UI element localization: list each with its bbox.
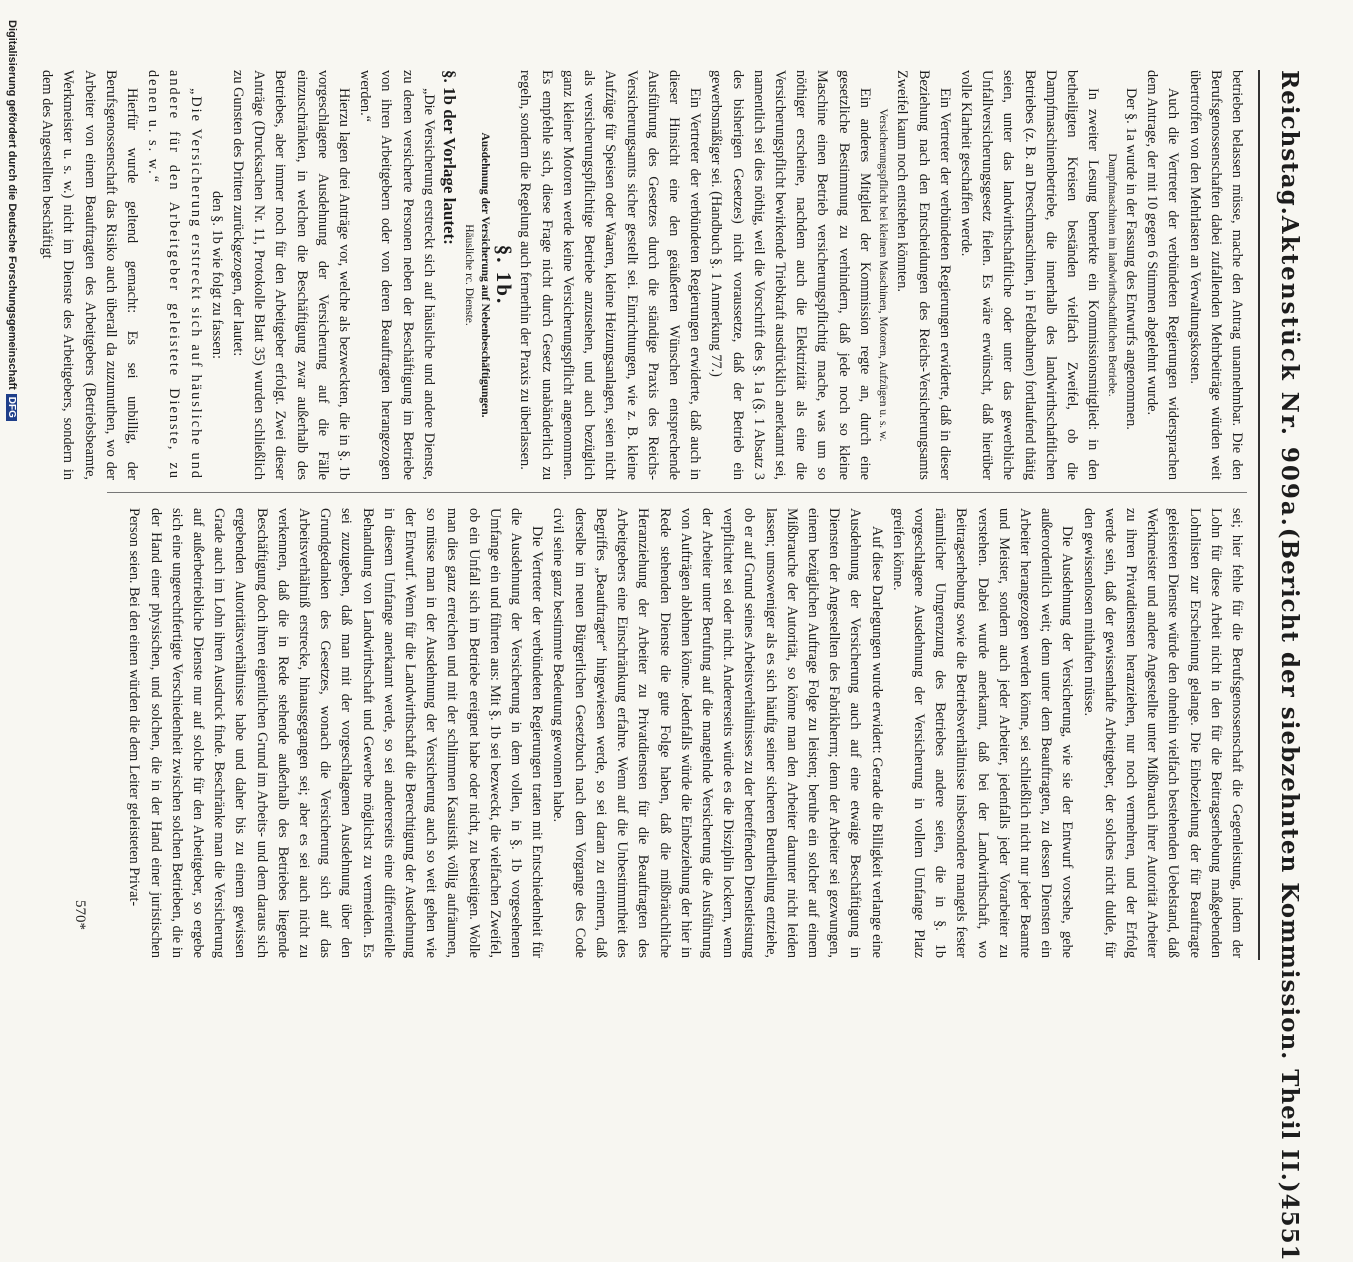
signature-mark: 570* — [72, 900, 88, 930]
subheading: Ausdehnung der Versicherung auf Nebenbeschäftigungen. — [479, 132, 492, 418]
dfg-logo: DFG — [6, 394, 17, 421]
paragraph: den §. 1b wie folgt zu fassen: — [208, 191, 225, 359]
quote: „Die Versicherung erstreckt sich auf häusliche und andere Dienste, zu denen versicherte Personen neben der Beschäftigung im Betriebe von ihren Arbeitgebern oder von deren Beauftragten herangezogen werden.“ — [357, 70, 437, 480]
page-header — [1263, 70, 1303, 1262]
paragraph: Der §. 1a wurde in der Fassung des Entwurfs angenommen. — [1122, 88, 1139, 430]
left-column — [39, 70, 1247, 480]
paragraph: In zweiter Lesung bemerkte ein Kommissionsmitglied: in den betheiligten Kreisen beständen vielfach Zweifel, ob die Dampfmaschinenbetriebe, die innerhalb des landwirthschaftlichen Betriebes (z. B. an Dreschmaschinen, in Feldbahnen) fortlaufend thätig seien, unter das landwirthschaftliche oder unter das gewerbliche Unfallversicherungsgesetz fielen. Es wäre erwünscht, daß hierüber volle Klarheit geschaffen werde. — [958, 70, 1102, 480]
paragraph: sei; hier fehle für die Berufsgenossenschaft die Gegenleistung, indem der Lohn für diese Arbeit nicht in den für die Beitragserhebung maßgebenden Lohnlisten zur Erscheinung gelange. Die Einbeziehung der für Beauftragte geleisteten Dienste würde den ohnehin vielfach bestehenden Uebelstand, daß Werkmeister und andere Angestellte unter Mißbrauch ihrer Autorität Arbeiter zu ihren Privatdiensten heranziehen, nur noch vermehren, und der Erfolg werde sein, daß der gewissenhafte Arbeitgeber, der solches nicht dulde, für den gewissenlosen mithaften müsse. — [1080, 508, 1245, 958]
header-left: Reichstag. — [1276, 70, 1303, 216]
paragraph-lead: §. 1b der Vorlage lautet: — [440, 70, 460, 245]
paragraph: Die Vertreter der verbündeten Regierungen traten mit Entschiedenheit für die Ausdehnung der Versicherung in dem vollen, in §. 1b vorgesehenen Umfange ein und führten aus: Mit §. 1b sei bezweckt, die vielfachen Zweifel, ob ein Unfall sich im Betriebe ereignet habe oder nicht, zu beseitigen. Wolle man dies ganz erreichen und mit der schlimmen Kasuistik völlig aufräumen, so müsse man in der Ausdehnung der Versicherung auch so weit gehen wie der Entwurf. Wenn für die Landwirthschaft die Berechtigung der Ausdehnung in diesem Umfange anerkannt werde, so sei andererseits eine differentielle Behandlung von Landwirthschaft und Gewerbe möglichst zu vermeiden. Es sei zuzugeben, daß man mit der vorgeschlagenen Ausdehnung über den Grundgedanken des Gesetzes, wonach die Versicherung sich auf das Arbeitsverhältniß erstrecke, hinausgegangen sei; aber es sei auch nicht zu verkennen, daß die in Rede stehende außerhalb des Betriebes liegende Beschäftigung doch ihren eigentlichen Grund im Arbeits- und dem daraus sich ergebenden Autoritätsverhältnisse habe und daher bis zu einem gewissen Grade auch im Lohn ihren Ausdruck finde. Beschränke man die Versicherung auf außerbetriebliche Dienste nur auf solche für den Arbeitgeber, so ergebe sich eine ungerechtfertigte Verschiedenheit zwischen solchen Betrieben, die in der Hand einer physischen, und solchen, die in der Hand einer juristischen Person seien. Bei den einen würden die dem Leiter geleisteten Privat- — [126, 508, 546, 958]
subheading: Häusliche rc. Dienste. — [462, 224, 475, 326]
paragraph: Hierzu lagen drei Anträge vor, welche als bezweckten, die in §. 1b vorgeschlagene Ausdehnung der Versicherung auf die Fälle einzuschränken, in welchen die Beschäftigung zwar außerhalb des Betriebes, aber immer noch für den Arbeitgeber erfolgt. Zwei dieser Anträge (Drucksachen Nr. 11, Protokolle Blatt 35) wurden schließlich zu Gunsten des Dritten zurückgezogen, der lautet: — [230, 70, 353, 480]
header-document-number: Aktenstück Nr. 909a. — [1276, 215, 1303, 528]
paragraph: Hierfür wurde geltend gemacht: Es sei unbillig, der Berufsgenossenschaft das Risiko auch überall da zuzumuthen, wo der Arbeiter von einem Beauftragten des Arbeitgebers (Betriebsbeamte, Werkmeister u. s. w.) nicht im Dienste des Arbeitgebers, sondern in dem des Angestellten beschäftigt — [39, 70, 141, 480]
header-rule — [1258, 70, 1260, 960]
section-heading: §. 1b. — [492, 244, 517, 306]
paragraph: Auch die Vertreter der verbündeten Regierungen widersprachen dem Antrage, der mit 10 gegen 6 Stimmen abgelehnt wurde. — [1144, 70, 1182, 480]
digitization-note — [4, 20, 18, 980]
right-column — [87, 508, 1247, 958]
paragraph: Ein Vertreter der verbündeten Regierungen erwiderte, daß in dieser Beziehung nach den Entscheidungen des Reichs-Versicherungsamts Zweifel kaum noch entstehen könnten. — [894, 70, 953, 480]
paragraph: Ein Vertreter der verbündeten Regierungen erwiderte, daß auch in dieser Hinsicht eine den geäußerten Wünschen entsprechende Ausführung des Gesetzes durch die ständige Praxis des Reichs-Versicherungsamts sicher gestellt sei. Einrichtungen, wie z. B. kleine Aufzüge für Speisen oder Waaren, kleine Heizungsanlagen, seien nicht als versicherungspflichtige Betriebe anzusehen, und auch bezüglich ganz kleiner Motoren werde keine Versicherungspflicht angenommen. Es empfehle sich, diese Frage nicht durch Gesetz unabänderlich zu regeln, sondern die Regelung auch fernerhin der Praxis zu überlassen. — [517, 70, 704, 480]
paragraph: Die Ausdehnung der Versicherung, wie sie der Entwurf vorsehe, gehe außerordentlich weit; denn unter dem Beauftragten, zu dessen Diensten ein Arbeiter herangezogen werden könne, sei schließlich nicht nur jeder Beamte und Meister, sondern auch jeder Arbeiter, jedenfalls jeder Vorarbeiter zu verstehen. Dabei wurde anerkannt, daß bei der Landwirthschaft, wo Beitragserhebung sowie die Betriebsverhältnisse insbesondere mangels fester räumlicher Umgrenzung des Betriebes andere seien, die in §. 1b vorgeschlagene Ausdehnung der Versicherung in vollem Umfange Platz greifen könne. — [889, 508, 1076, 958]
paragraph: betrieben belassen müsse, mache den Antrag unannehmbar. Die den Berufsgenossenschaften dabei zufallenden Mehrbeiträge würden weit übertroffen von den Mehrlasten an Verwaltungskosten. — [1186, 70, 1245, 480]
digitization-text: Digitalisierung gefördert durch die Deutsche Forschungsgemeinschaft — [6, 20, 18, 390]
column-divider — [107, 492, 1247, 493]
header-report-title: (Bericht der siebzehnten Kommission. Theil II.) — [1276, 527, 1303, 1194]
subheading: Dampfmaschinen im landwirthschaftlichen Betriebe. — [1105, 153, 1118, 397]
subheading: Versicherungspflicht bei kleinen Maschinen, Motoren, Aufzügen u. s. w. — [877, 108, 890, 442]
paragraph: Auf diese Darlegungen wurde erwidert: Gerade die Billigkeit verlange eine Ausdehnung der Versicherung auch auf eine etwaige Beschäftigung in Diensten der Angestellten des Fabrikherrn; denn der Arbeiter sei gezwungen, einem bezüglichen Auftrage Folge zu leisten; beruhe ein solcher auf einem Mißbrauche der Autorität, so könne man den Arbeiter darunter nicht leiden lassen; umsoweniger als es sich häufig seiner sicheren Beurtheilung entziehe, ob er auf Grund seines Arbeitsverhältnisses zu der betreffenden Dienstleistung verpflichtet sei oder nicht. Andererseits würde es die Disziplin lockern, wenn der Arbeiter unter Berufung auf die mangelnde Versicherung die Ausführung von Aufträgen ablehnen könne. Jedenfalls würde die Einbeziehung der hier in Rede stehenden Dienste die gute Folge haben, daß die mißbräuchliche Heranziehung der Arbeiter zu Privatdiensten für die Beauftragten des Arbeitgebers eine Einschränkung erfahre. Wenn auf die Unbestimmtheit des Begriffes „Beauftragter“ hingewiesen werde, so sei daran zu erinnern, daß derselbe im neuen Bürgerlichen Gesetzbuch nach dem Vorgange des Code civil seine ganz bestimmte Bedeutung gewonnen habe. — [550, 508, 885, 958]
page-number: 4551 — [1276, 1193, 1303, 1262]
paragraph: Ein anderes Mitglied der Kommission regte an, durch eine gesetzliche Bestimmung zu verhindern, daß jede noch so kleine Maschine einen Betrieb versicherungspflichtig mache, was um so nöthiger erscheine, nachdem auch die Elektrizität als eine die Versicherungspflicht bewirkende Triebkraft ausdrücklich anerkannt sei, namentlich sei dies nöthig, weil die Vorschrift des §. 1a (§. 1 Absatz 3 des bisherigen Gesetzes) nicht voraussetze, daß der Betrieb ein gewerbsmäßiger sei. (Handbuch §. 1 Anmerkung 77.) — [708, 70, 873, 480]
quote: „Die Versicherung erstreckt sich auf häusliche und andere für den Arbeitgeber geleistete Dienste, zu denen u. s. w.“ — [145, 70, 204, 480]
